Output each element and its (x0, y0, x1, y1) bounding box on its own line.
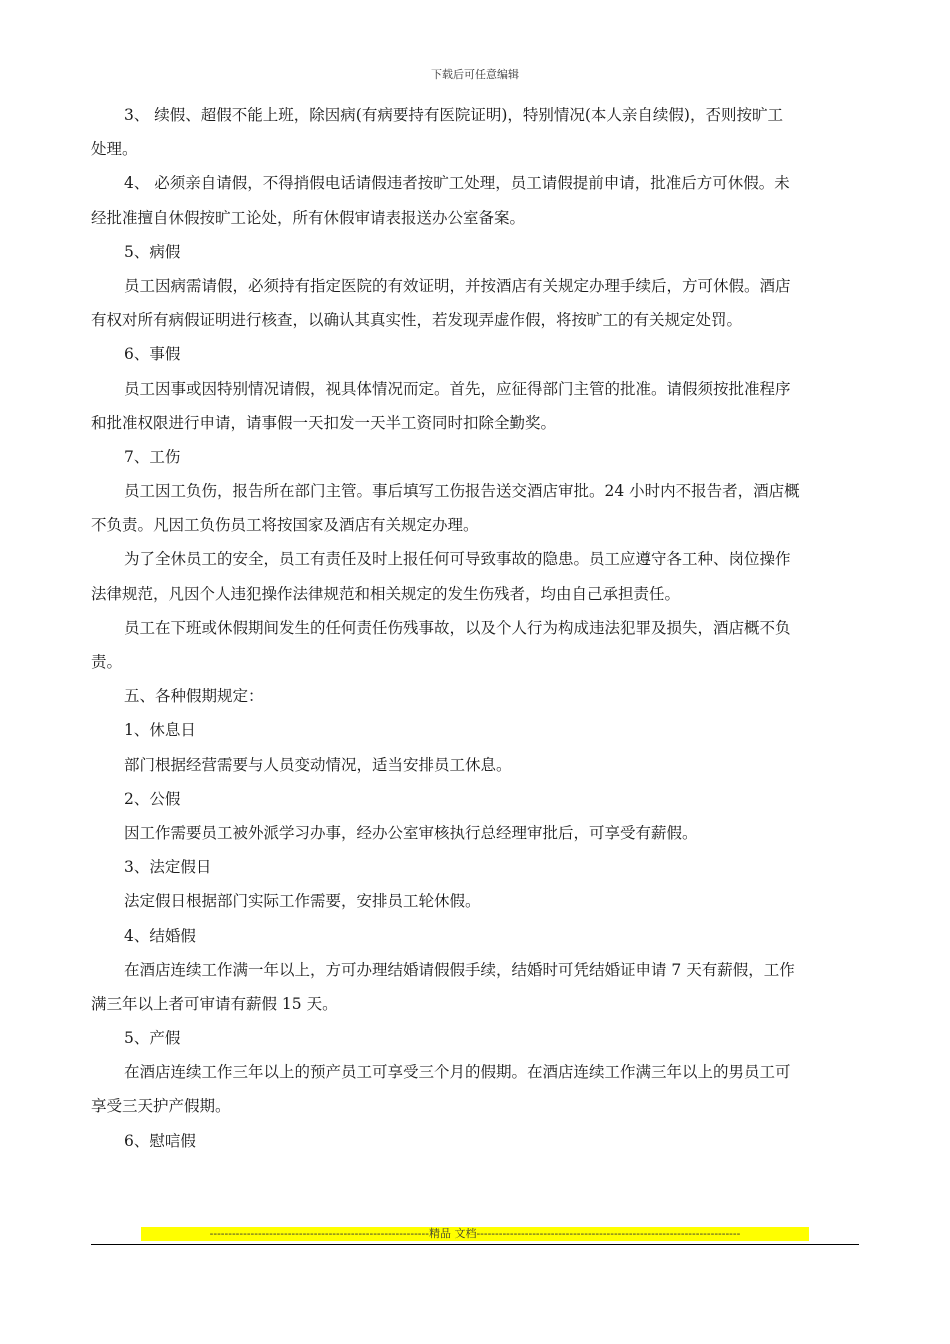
body-line: 员工因病需请假，必须持有指定医院的有效证明，并按酒店有关规定办理手续后，方可休假。酒店 (124, 276, 791, 295)
footer-divider (91, 1244, 859, 1245)
body-line: 因工作需要员工被外派学习办事，经办公室审核执行总经理审批后，可享受有薪假。 (124, 823, 698, 842)
page-header: 下载后可任意编辑 (431, 68, 519, 81)
body-line: 7、工伤 (124, 447, 181, 466)
body-line: 为了全休员工的安全，员工有责任及时上报任何可导致事故的隐患。员工应遵守各工种、岗位操作 (124, 550, 791, 569)
body-line: 有权对所有病假证明进行核查，以确认其真实性，若发现弄虚作假，将按旷工的有关规定处罚。 (91, 311, 743, 330)
body-line: 责。 (91, 653, 123, 671)
body-line: 法律规范，凡因个人违犯操作法律规范和相关规定的发生伤残者，均由自己承担责任。 (91, 584, 681, 603)
body-line: 4、结婚假 (124, 926, 196, 945)
body-line: 6、事假 (124, 345, 181, 364)
body-line: 在酒店连续工作满一年以上，方可办理结婚请假假手续，结婚时可凭结婚证申请 7 天有薪假，工作 (124, 960, 795, 979)
body-line: 满三年以上者可审请有薪假 15 天。 (91, 994, 338, 1013)
body-line: 4、 必须亲自请假，不得捎假电话请假违者按旷工处理，员工请假提前申请，批准后方可休假。未 (124, 174, 790, 193)
document-body (91, 98, 851, 1158)
body-line: 不负责。凡因工负伤员工将按国家及酒店有关规定办理。 (91, 516, 479, 535)
body-line: 5、病假 (124, 242, 181, 261)
body-line: 员工在下班或休假期间发生的任何责任伤残事故，以及个人行为构成违法犯罪及损失，酒店概不负 (124, 618, 791, 637)
body-line: 2、公假 (124, 789, 181, 808)
body-line: 6、慰唁假 (124, 1131, 196, 1150)
body-line: 员工因工负伤，报告所在部门主管。事后填写工伤报告送交酒店审批。24 小时内不报告者，酒店概 (124, 482, 800, 501)
body-line: 员工因事或因特别情况请假，视具体情况而定。首先，应征得部门主管的批准。请假须按批准程序 (124, 379, 791, 398)
footer-banner: -----------------------------------------------------------精品 文档----------------------------------------------------------------------- (141, 1227, 809, 1241)
body-line: 在酒店连续工作三年以上的预产员工可享受三个月的假期。在酒店连续工作满三年以上的男员工可 (124, 1063, 791, 1082)
body-line: 处理。 (91, 140, 138, 159)
body-line: 经批准擅自休假按旷工论处，所有休假审请表报送办公室备案。 (91, 208, 526, 227)
body-line: 和批准权限进行申请，请事假一天扣发一天半工资同时扣除全勤奖。 (91, 413, 557, 432)
body-line: 五、各种假期规定： (124, 687, 264, 706)
body-line: 5、产假 (124, 1029, 181, 1048)
body-line: 享受三天护产假期。 (91, 1097, 231, 1116)
body-line: 3、法定假日 (124, 858, 212, 877)
body-line: 1、休息日 (124, 721, 196, 740)
body-line: 法定假日根据部门实际工作需要，安排员工轮休假。 (124, 892, 481, 911)
body-line: 3、 续假、超假不能上班，除因病(有病要持有医院证明)，特别情况(本人亲自续假)，否则按旷工 (124, 106, 783, 124)
body-line: 部门根据经营需要与人员变动情况，适当安排员工休息。 (124, 755, 512, 774)
